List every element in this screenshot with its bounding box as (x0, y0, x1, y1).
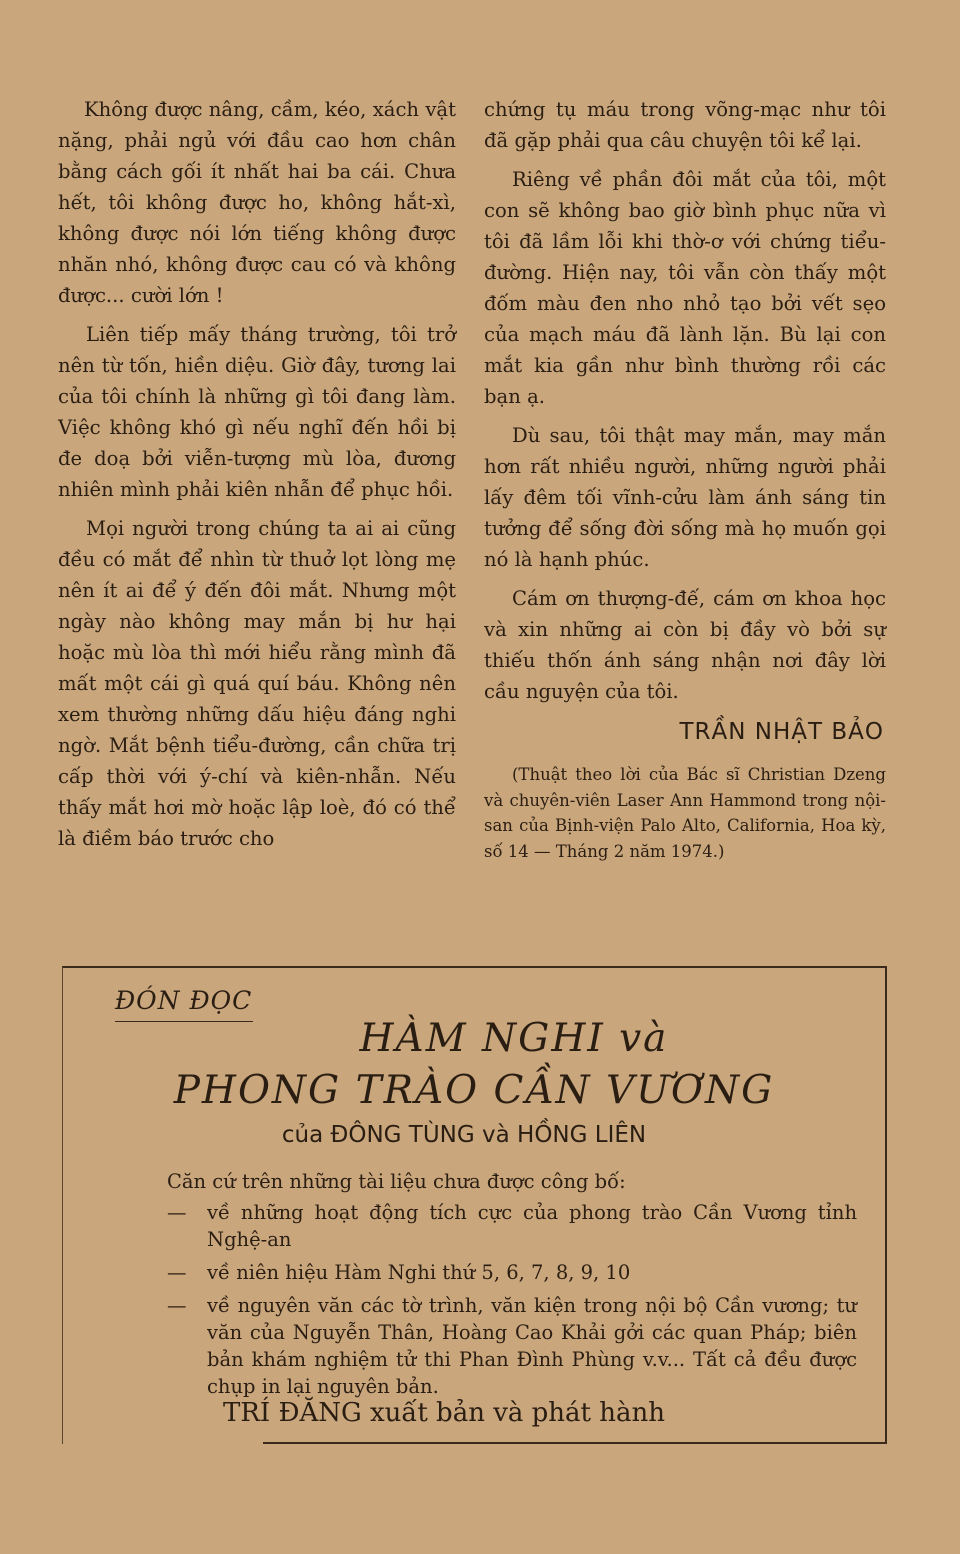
article-paragraph: chứng tụ máu trong võng-mạc như tôi đã gặp phải qua câu chuyện tôi kể lại. (484, 98, 886, 152)
article-paragraph: Dù sau, tôi thật may mắn, may mắn hơn rất nhiều người, những người phải lấy đêm tối vĩnh-cửu làm ánh sáng tin tưởng để sống đời sống mà họ muốn gọi nó là hạnh phúc. (484, 424, 886, 571)
item-dash: — (167, 1261, 187, 1284)
article-paragraph: Riêng về phần đôi mắt của tôi, một con sẽ không bao giờ bình phục nữa vì tôi đã lầm lỗi khi thờ-ơ với chứng tiểu-đường. Hiện nay, tôi vẫn còn thấy một đốm màu đen nho nhỏ tạo bởi vết sẹo của mạch máu đã lành lặn. Bù lại con mắt kia gần như bình thường rồi các bạn ạ. (484, 168, 886, 408)
article-paragraph: Liên tiếp mấy tháng trường, tôi trở nên từ tốn, hiền diệu. Giờ đây, tương lai của tôi chính là những gì tôi đang làm. Việc không khó gì nếu nghĩ đến hồi bị đe doạ bởi viễn-tượng mù lòa, đương nhiên mình phải kiên nhẫn để phục hồi. (58, 323, 456, 501)
article-right-column (484, 94, 886, 872)
book-description (167, 1168, 857, 1406)
article-paragraph: Không được nâng, cầm, kéo, xách vật nặng, phải ngủ với đầu cao hơn chân bằng cách gối ít nhất hai ba cái. Chưa hết, tôi không được ho, không hắt-xì, không được nói lớn tiếng không được nhăn nhó, không được cau có và không được... cười lớn ! (58, 98, 456, 307)
box-bottom-rule (263, 1442, 887, 1444)
item-text: về niên hiệu Hàm Nghi thứ 5, 6, 7, 8, 9, 10 (207, 1261, 631, 1284)
description-item (167, 1199, 857, 1253)
description-item (167, 1259, 857, 1286)
article-paragraph: Cám ơn thượng-đế, cám ơn khoa học và xin những ai còn bị đầy vò bởi sự thiếu thốn ánh sáng nhận nơi đây lời cầu nguyện của tôi. (484, 587, 886, 703)
item-text: về nguyên văn các tờ trình, văn kiện trong nội bộ Cần vương; tư văn của Nguyễn Thân, Hoàng Cao Khải gởi các quan Pháp; biên bản khám nghiệm tử thi Phan Đình Phùng v.v... Tất cả đều được chụp in lại nguyên bản. (207, 1294, 857, 1398)
description-item (167, 1292, 857, 1400)
author-signature: TRẦN NHẬT BẢO (679, 719, 884, 745)
book-title-line2: PHONG TRÀO CẦN VƯƠNG (173, 1068, 775, 1113)
item-dash: — (167, 1201, 187, 1224)
book-title-line1: HÀM NGHI và (359, 1016, 669, 1061)
item-dash: — (167, 1294, 187, 1317)
article-paragraph: Mọi người trong chúng ta ai ai cũng đều có mắt để nhìn từ thuở lọt lòng mẹ nên ít ai để ý đến đôi mắt. Nhưng một ngày nào không may mắn bị hư hại hoặc mù lòa thì mới hiểu rằng mình đã mất một cái gì quá quí báu. Không nên xem thường những dấu hiệu đáng nghi ngờ. Mắt bệnh tiểu-đường, cần chữa trị cấp thời với ý-chí và kiên-nhẫn. Nếu thấy mắt hơi mờ hoặc lập loè, đó có thể là điềm báo trước cho (58, 517, 456, 850)
book-authors: của ĐÔNG TÙNG và HỒNG LIÊN (281, 1122, 647, 1148)
description-intro: Căn cứ trên những tài liệu chưa được công bố: (167, 1170, 626, 1193)
advert-heading: ĐÓN ĐỌC (115, 986, 253, 1015)
item-text: về những hoạt động tích cực của phong trào Cần Vương tỉnh Nghệ-an (207, 1201, 857, 1251)
publisher-line: TRÍ ĐĂNG xuất bản và phát hành (223, 1398, 665, 1428)
book-advert (62, 966, 887, 1444)
source-note: (Thuật theo lời của Bác sĩ Christian Dzeng và chuyên-viên Laser Ann Hammond trong nội-san của Bịnh-viện Palo Alto, California, Hoa kỳ, số 14 — Tháng 2 năm 1974.) (484, 765, 886, 861)
article-left-column (58, 94, 456, 862)
